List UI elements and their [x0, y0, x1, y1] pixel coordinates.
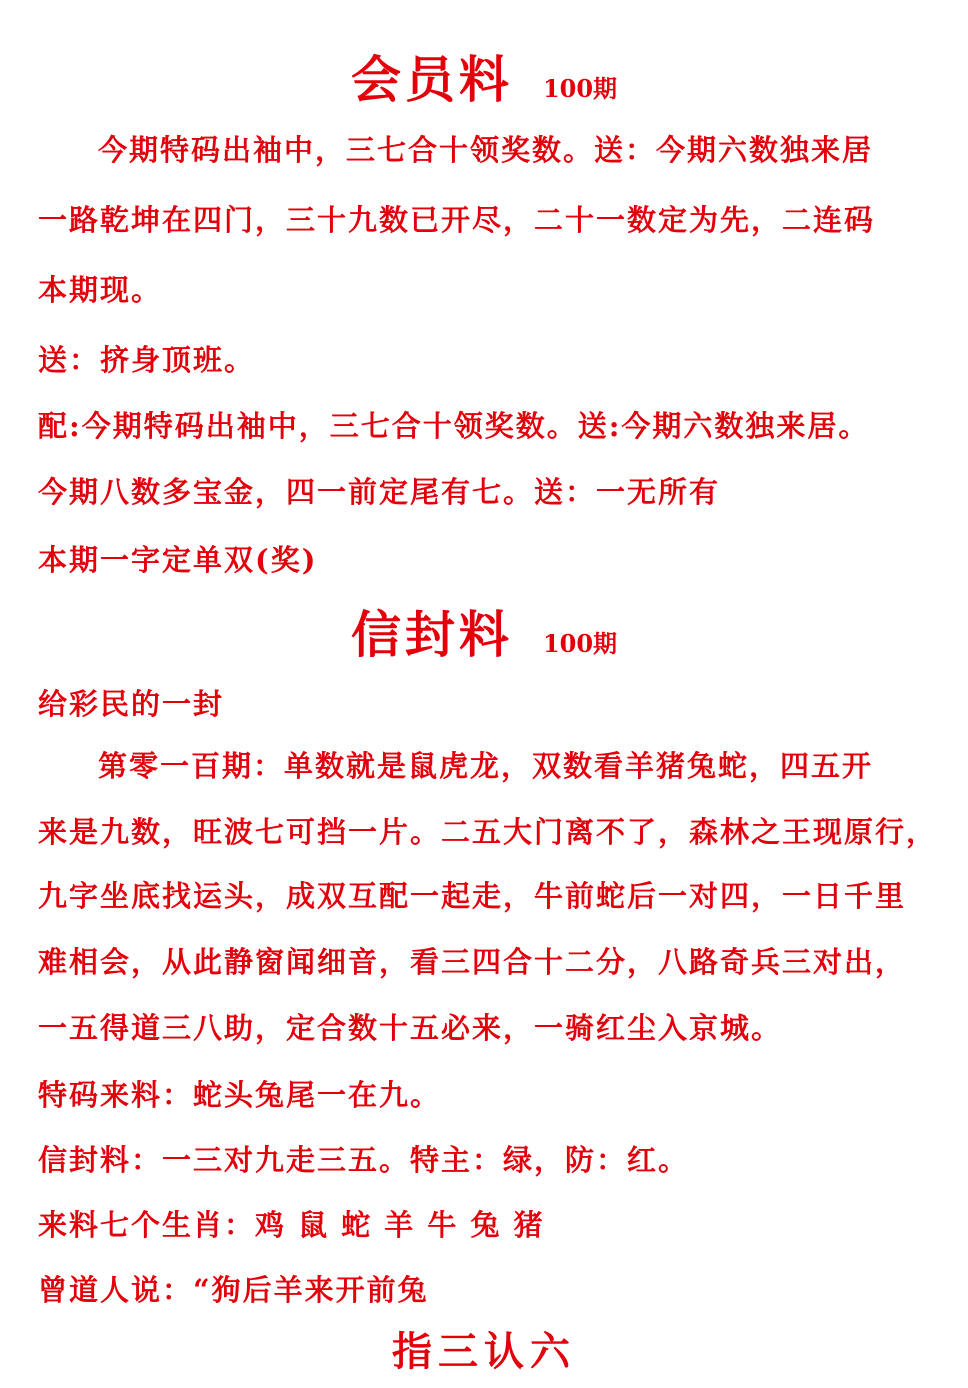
section2-line: 来是九数，旺波七可挡一片。二五大门离不了，森林之王现原行，: [38, 815, 938, 849]
section2-heading: [0, 595, 968, 667]
section2-line: 信封料：一三对九走三五。特主：绿，防：红。: [38, 1143, 690, 1177]
section2-issue: 100期: [542, 629, 618, 658]
section1-line: 配:今期特码出袖中，三七合十领奖数。送:今期六数独来居。: [38, 409, 870, 443]
section2-line: 给彩民的一封: [38, 687, 225, 721]
section2-line: 一五得道三八助，定合数十五必来，一骑红尘入京城。: [38, 1011, 783, 1045]
section1-line: 今期特码出袖中，三七合十领奖数。送：今期六数独来居: [98, 133, 874, 167]
section1-line: 一路乾坤在四门，三十九数已开尽，二十一数定为先，二连码: [38, 203, 876, 237]
section1-heading: [0, 40, 968, 112]
section2-line: 难相会，从此静窗闻细音，看三四合十二分，八路奇兵三对出，: [38, 945, 907, 979]
section1-line: 今期八数多宝金，四一前定尾有七。送：一无所有: [38, 475, 721, 509]
section1-title: 会员料: [350, 50, 513, 109]
section1-issue: 100期: [542, 74, 618, 103]
section1-line: 本期现。: [38, 273, 163, 307]
section2-title: 信封料: [350, 605, 513, 664]
section2-line: 曾道人说：“狗后羊来开前兔: [38, 1273, 429, 1307]
section1-line: 送：挤身顶班。: [38, 343, 256, 377]
section2-line: 第零一百期：单数就是鼠虎龙，双数看羊猪兔蛇，四五开: [98, 749, 874, 783]
footer-title: 指三认六: [392, 1328, 576, 1375]
section2-line: 九字坐底找运头，成双互配一起走，牛前蛇后一对四，一日千里: [38, 879, 907, 913]
section1-line: 本期一字定单双(奖): [38, 543, 318, 577]
section2-line: 来料七个生肖：鸡 鼠 蛇 羊 牛 兔 猪: [38, 1208, 545, 1242]
section2-line: 特码来料：蛇头兔尾一在九。: [38, 1078, 442, 1112]
